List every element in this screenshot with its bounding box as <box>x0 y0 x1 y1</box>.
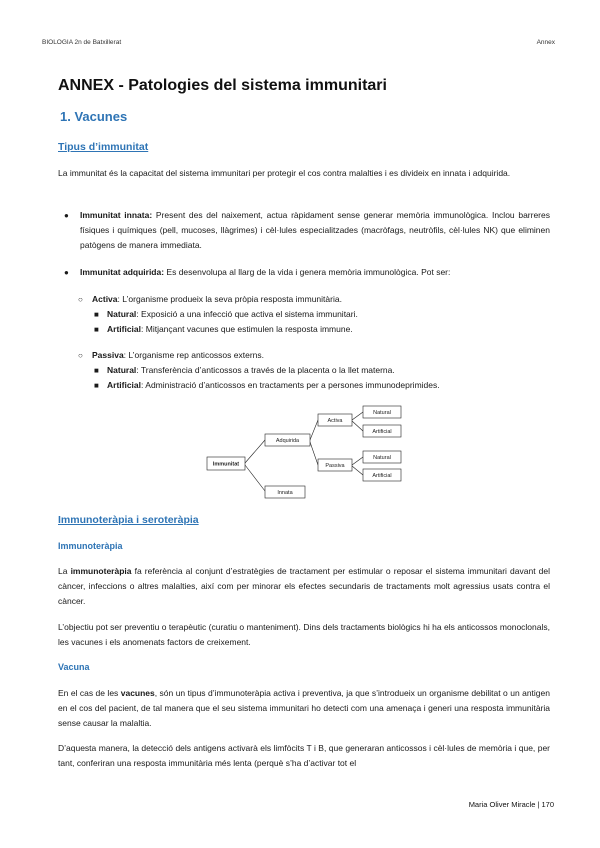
activa-artificial-label: Artificial <box>107 324 142 334</box>
bullet-circle: ○ <box>78 295 83 304</box>
activa-label: Activa <box>92 294 118 304</box>
passiva-text: : L’organisme rep anticossos externs. <box>123 350 264 360</box>
immunoterapia-subheading: Immunoteràpia <box>58 541 123 551</box>
activa-natural-text: : Exposició a una infecció que activa el sistema immunitari. <box>136 309 358 319</box>
bullet-square: ■ <box>94 310 99 319</box>
innata-text: Present des del naixement, actua ràpidament sense generar memòria immunològica. Inclou barreres físiques i químiques (pell, mucoses, llàgrimes) i cèl·lules especialitzades (macròfags, neutròfils, cèl·lules NK) que eliminen patògens de manera immediata. <box>80 210 550 250</box>
p3-bold: vacunes <box>120 688 155 698</box>
passiva-artificial-label: Artificial <box>107 380 142 390</box>
node-passiva-artificial: Artificial <box>372 473 392 479</box>
activa-text: : L’organisme produeix la seva pròpia resposta immunitària. <box>117 294 342 304</box>
node-activa: Activa <box>327 418 343 424</box>
node-adquirida: Adquirida <box>275 438 300 444</box>
activa-artificial-item <box>107 322 550 337</box>
p3-post: , són un tipus d’immunoteràpia activa i preventiva, ja que s’introdueix un organisme debilitat o un antigen en el cos del pacient, de tal manera que el seu sistema immunitari ho detecti com una amenaça i generi una resposta immunitària sense causar la malaltia. <box>58 688 550 728</box>
bullet-square: ■ <box>94 325 99 334</box>
adquirida-item <box>80 265 550 280</box>
passiva-artificial-item <box>107 378 550 393</box>
node-activa-artificial: Artificial <box>372 429 392 435</box>
passiva-artificial-text: : Administració d’anticossos en tractaments per a persones immunodeprimides. <box>141 380 440 390</box>
p3-pre: En el cas de les <box>58 688 121 698</box>
immunoterapia-paragraph-2: L’objectiu pot ser preventiu o terapèutic (curatiu o manteniment). Dins dels tractaments biològics hi ha els anticossos monoclonals, les vacunes i els anomenats factors de creixement. <box>58 622 550 647</box>
p1-pre: La <box>58 566 71 576</box>
page-footer: Maria Oliver Miracle | 170 <box>468 800 554 809</box>
section-heading: 1. Vacunes <box>60 109 128 124</box>
p1-post: fa referència al conjunt d’estratègies de tractament per estimular o reposar el sistema immunitari davant del càncer, infeccions o altres malalties, així com per minorar els efectes secundaris de tractaments molt agressius usats contra el càncer. <box>58 566 551 606</box>
bullet-dot: ● <box>64 268 69 277</box>
bullet-dot: ● <box>64 211 69 220</box>
immunoterapia-paragraph-1 <box>58 564 550 609</box>
passiva-natural-text: : Transferència d’anticossos a través de la placenta o la llet materna. <box>136 365 395 375</box>
passiva-natural-item <box>107 363 550 378</box>
activa-artificial-text: : Mitjançant vacunes que estimulen la resposta immune. <box>141 324 353 334</box>
passiva-item <box>92 348 550 363</box>
p1-bold: immunoteràpia <box>70 566 132 576</box>
node-immunitat: Immunitat <box>212 461 240 468</box>
vacuna-subheading: Vacuna <box>58 662 90 672</box>
node-passiva: Passiva <box>325 463 345 469</box>
diagram-boxes <box>207 406 401 498</box>
adquirida-label: Immunitat adquirida: <box>80 267 165 277</box>
activa-item <box>92 292 550 307</box>
bullet-square: ■ <box>94 381 99 390</box>
tipus-immunitat-heading: Tipus d’immunitat <box>58 141 149 153</box>
passiva-label: Passiva <box>92 350 124 360</box>
immunity-tree-diagram <box>205 403 405 503</box>
node-passiva-natural: Natural <box>373 455 391 461</box>
passiva-natural-label: Natural <box>107 365 137 375</box>
node-activa-natural: Natural <box>373 410 391 416</box>
immunoterapia-heading: Immunoteràpia i seroteràpia <box>58 514 199 526</box>
adquirida-text: Es desenvolupa al llarg de la vida i genera memòria immunològica. Pot ser: <box>164 267 451 277</box>
bullet-circle: ○ <box>78 351 83 360</box>
vacuna-paragraph-2: D’aquesta manera, la detecció dels antigens activarà els limfòcits T i B, que generaran anticossos i cèl·lules de memòria i que, per tant, conferiran una resposta immunitària més lenta (perquè s’ha d’activar tot el <box>58 743 550 768</box>
node-innata: Innata <box>277 490 293 496</box>
running-header-left: BIOLOGIA 2n de Batxillerat <box>42 39 122 46</box>
vacuna-paragraph-1 <box>58 686 550 731</box>
running-header-right: Annex <box>536 39 555 46</box>
tipus-intro-paragraph: La immunitat és la capacitat del sistema immunitari per protegir el cos contra malalties i es divideix en innata i adquirida. <box>58 168 511 178</box>
innata-label: Immunitat innata: <box>80 210 153 220</box>
bullet-square: ■ <box>94 366 99 375</box>
innata-item <box>80 208 550 253</box>
activa-natural-label: Natural <box>107 309 137 319</box>
activa-natural-item <box>107 307 550 322</box>
page-title: ANNEX - Patologies del sistema immunitari <box>58 77 387 94</box>
